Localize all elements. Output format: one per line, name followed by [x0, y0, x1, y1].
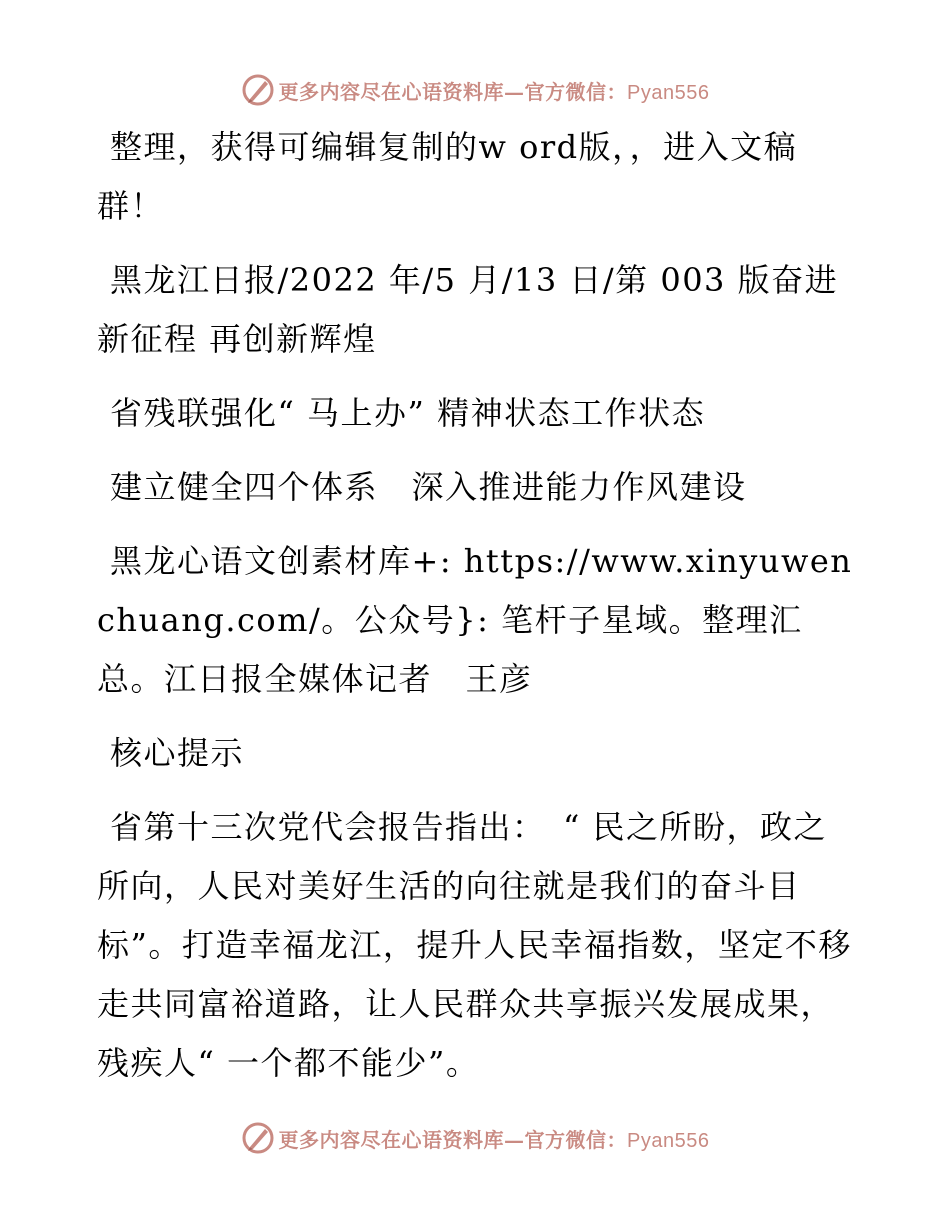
footer-watermark-label: 更多内容尽在心语资料库—官方微信：	[278, 1127, 628, 1152]
header-watermark-banner	[0, 70, 950, 110]
paragraph-core-tip-body: 省第十三次党代会报告指出： “ 民之所盼，政之所向，人民对美好生活的向往就是我们的奋斗目标”。打造幸福龙江，提升人民幸福指数，坚定不移走共同富裕道路，让人民群众共享振兴发展成果，残疾人“ 一个都不能少”。	[97, 808, 852, 1082]
footer-watermark-text	[279, 1124, 710, 1153]
footer-watermark-content	[241, 1121, 710, 1155]
header-watermark-label: 更多内容尽在心语资料库—官方微信：	[278, 79, 628, 104]
paragraph-intro: 整理，获得可编辑复制的w ord版，，进入文稿群！	[97, 128, 798, 225]
header-watermark-content	[241, 73, 710, 107]
paragraph-subtitle-1: 省残联强化“ 马上办” 精神状态工作状态	[110, 394, 706, 432]
header-wechat-id: Pyan556	[627, 81, 710, 104]
paragraph-source-headline: 黑龙江日报/2022 年/5 月/13 日/第 003 版奋进新征程 再创新辉煌	[97, 261, 839, 358]
header-watermark-text	[279, 76, 710, 105]
quill-pen-logo-icon	[241, 73, 275, 107]
paragraph-source-note: 黑龙心语文创素材库+: https://www.xinyuwenchuang.com/。公众号}: 笔杆子星域。整理汇总。江日报全媒体记者 王彦	[97, 542, 853, 698]
paragraph-core-tip-heading: 核心提示	[110, 734, 245, 772]
paragraph-subtitle-2: 建立健全四个体系 深入推进能力作风建设	[110, 468, 747, 506]
footer-wechat-id: Pyan556	[627, 1129, 710, 1152]
footer-watermark-banner	[0, 1118, 950, 1158]
document-body	[97, 118, 857, 1108]
quill-pen-logo-icon	[241, 1121, 275, 1155]
